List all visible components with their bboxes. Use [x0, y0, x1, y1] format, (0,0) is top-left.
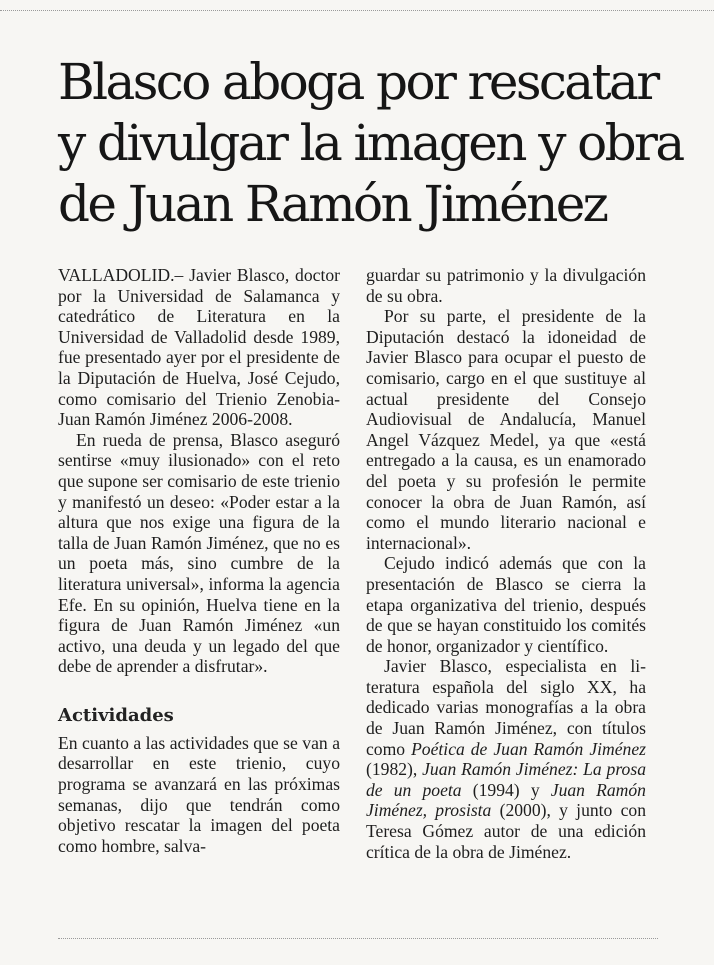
paragraph: Por su parte, el presidente de la Diputación destacó la idoneidad de Javier Blasco para ocupar el puesto de comisario, cargo en el que sustituye al actual presidente del Consejo Audiovisual de Andalucía, Manuel Angel Vázquez Medel, ya que «está entregado a la causa, es un enamorado del poeta y su profesión le permite conocer la obra de Juan Ramón, así como el mundo literario nacional e internacional». — [366, 306, 646, 553]
article-column-left — [58, 265, 340, 856]
paragraph — [366, 656, 646, 862]
paragraph: En rueda de prensa, Blasco aseguró sentirse «muy ilusionado» con el reto que supone ser comisario de este trienio y manifestó un deseo: «Poder estar a la altura que nos exige una figura de la talla de Juan Ramón Jiménez, que no es un poeta más, sino cumbre de la literatura universal», informa la agencia Efe. En su opinión, Huelva tiene en la figura de Juan Ramón Jiménez «un activo, una deuda y un legado del que debe de aprender a disfrutar». — [58, 429, 340, 677]
headline-line-1: Blasco aboga por rescatar — [58, 53, 658, 111]
book-title: Juan Ramón Jiménez, prosista — [366, 779, 646, 821]
book-title: Poética de Juan Ramón Jiménez — [411, 738, 646, 759]
article-column-right — [366, 265, 646, 862]
top-border-rule — [0, 10, 714, 11]
paragraph: En cuanto a las actividades que se van a desarrollar en este trienio, cuyo programa se avanzará en las próximas semanas, dijo que tendrán como objetivo rescatar la imagen del poeta como hombre, salva- — [58, 732, 340, 856]
text-run: (1982), — [366, 759, 423, 780]
text-run: Javier Blasco, especialista en literatura española del siglo XX, ha dedicado varias monografías a la obra de Juan Ramón Jiménez, con títulos como — [366, 656, 646, 759]
text-run: (2000), y junto con Teresa Gómez autor de una edición crítica de la obra de Jiménez. — [366, 800, 646, 862]
headline-line-2: y divulgar la imagen y obra — [58, 114, 683, 172]
section-subhead: Actividades — [58, 704, 174, 726]
article-headline — [58, 52, 683, 235]
paragraph: Cejudo indicó además que con la presentación de Blasco se cierra la etapa organizativa del trienio, después de que se hayan constituido los comités de honor, organizador y científico. — [366, 553, 646, 656]
paragraph-dateline: VALLADOLID.– Javier Blasco, doctor por la Universidad de Salamanca y catedrático de Literatura en la Universidad de Valladolid desde 1989, fue presentado ayer por el presidente de la Diputación de Huelva, José Cejudo, como comisario del Trienio Zenobia-Juan Ramón Jiménez 2006-2008. — [58, 265, 340, 430]
paragraph-continued: guardar su patrimonio y la divulgación de su obra. — [366, 265, 646, 306]
bottom-border-rule — [58, 938, 658, 939]
book-title: Juan Ramón Jiménez: La prosa de un poeta — [366, 759, 646, 800]
text-run: (1994) y — [461, 779, 551, 800]
headline-line-3: de Juan Ramón Jiménez — [58, 175, 607, 233]
